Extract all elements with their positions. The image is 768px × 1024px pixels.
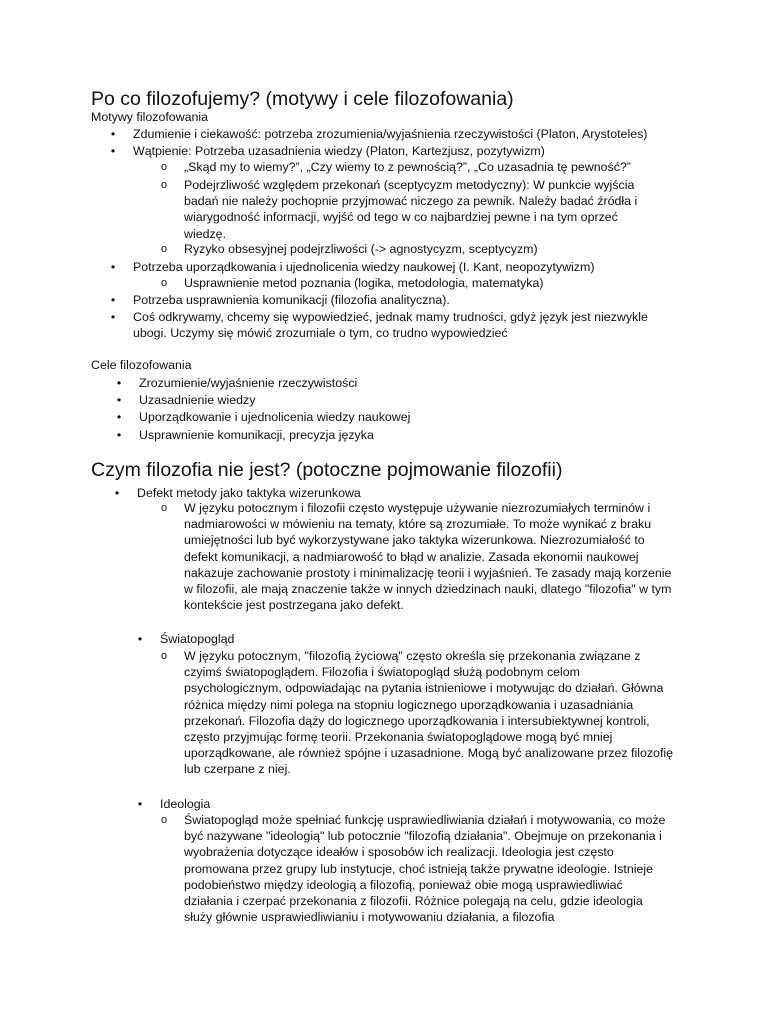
heading-what-philosophy-is-not: Czym filozofia nie jest? (potoczne pojmowanie filozofii) — [91, 459, 563, 481]
document-page: Po co filozofujemy? (motywy i cele filozofowania) Motywy filozofowania • Zdumienie i ciekawość: potrzeba zrozumienia/wyjaśnienia rzeczywistości (Platon, Arystoteles) • Wątpienie: Potrzeba uzasadnienia wiedzy (Platon, Kartezjusz, pozytywizm) o „Skąd my to wiemy?”, „Czy wiemy to z pewnością?”, „Co uzasadnia tę pewność?” o Podejrzliwość względem przekonań (sceptycyzm metodyczny): W punkcie wyjścia badań nie należy pochopnie przyjmować niczego za pewnik. Należy badać źródła i wiarygodność informacji, wyjść od tego w co najbardziej pewne i na tym oprzeć wiedzę. o Ryzyko obsesyjnej podejrzliwości (-> agnostycyzm, sceptycyzm) • Potrzeba uporządkowania i ujednolicenia wiedzy naukowej (I. Kant, neopozytywizm) o Usprawnienie metod poznania (logika, metodologia, matematyka) • Potrzeba usprawnienia komunikacji (filozofia analityczna). • Coś odkrywamy, chcemy się wypowiedzieć, jednak mamy trudności, gdyż język jest niezwykle ubogi. Uczymy się mówić zrozumiale o tym, co trudno wypowiedzieć Cele filozofowania • Zrozumienie/wyjaśnienie rzeczywistości • Uzasadnienie wiedzy • Uporządkowanie i ujednolicenia wiedzy naukowej • Usprawnienie komunikacji, precyzja języka Czym filozofia nie jest? (potoczne pojmowanie filozofii) • Defekt metody jako taktyka wizerunkowa o W języku potocznym i filozofii często występuje używanie niezrozumiałych terminów i nadmiarowości w mówieniu na tematy, które są zrozumiałe. To może wynikać z braku umiejętności lub być wykorzystywane jako taktyka wizerunkowa. Niezrozumiałość to defekt komunikacji, a nadmiarowość to błąd w analizie. Zasada ekonomii naukowej nakazuje zachowanie prostoty i minimalizację teorii i wyjaśnień. Te zasady mają korzenie w filozofii, ale mają znaczenie także w innych dziedzinach nauki, dlatego "filozofia" w tym kontekście jest postrzegana jako defekt. • Światopogląd o W języku potocznym, "filozofią życiową" często określa się przekonania związane z czyimś światopoglądem. Filozofia i światopogląd służą podobnym celom psychologicznym, odpowiadając na pytania istnieniowe i motywując do działań. Główna różnica między nimi polega na stopniu logicznego uporządkowania i uzasadniania przekonań. Filozofia dąży do logicznego uporządkowania i intersubiektywnej kontroli, często przyjmując formę teorii. Przekonania światopoglądowe mogą być mniej uporządkowane, ale również spójne i uzasadnione. Mogą być analizowane przez filozofię lub czerpane z niej. • Ideologia o Światopogląd może spełniać funkcję usprawiedliwiania działań i motywowania, co może być nazywane "ideologią" lub potocznie "filozofią działania". Obejmuje on przekonania i wyobrażenia dotyczące ideałów i sposobów ich realizacji. Ideologia jest często promowana przez grupy lub instytucje, choć istnieją także prywatne ideologie. Istnieje podobieństwo między ideologią a filozofią, ponieważ obie mogą usprawiedliwiać działania i czerpać przekonania z filozofii. Różnice polegają na celu, gdzie ideologia służy głównie usprawiedliwianiu i motywowaniu działania, a filozofia — [91, 88, 674, 925]
circle-bullet-icon: o — [160, 502, 168, 514]
circle-bullet-icon: o — [160, 814, 168, 826]
bullet-icon: • — [116, 428, 122, 442]
bullet-icon: • — [116, 376, 122, 390]
subheading-goals: Cele filozofowania — [91, 358, 192, 372]
circle-bullet-icon: o — [160, 243, 168, 255]
bullet-icon: • — [110, 260, 116, 274]
bullet-icon: • — [116, 410, 122, 424]
circle-bullet-icon: o — [160, 179, 168, 191]
subheading-motives: Motywy filozofowania — [91, 110, 209, 124]
bullet-icon: • — [110, 127, 116, 141]
circle-bullet-icon: o — [160, 161, 168, 173]
bullet-icon: • — [137, 632, 143, 646]
bullet-icon: • — [110, 144, 116, 158]
bullet-icon: • — [110, 310, 116, 324]
circle-bullet-icon: o — [160, 277, 168, 289]
bullet-icon: • — [110, 293, 116, 307]
bullet-icon: • — [137, 797, 143, 811]
bullet-icon: • — [116, 393, 122, 407]
bullet-icon: • — [114, 486, 120, 500]
heading-motives: Po co filozofujemy? (motywy i cele filozofowania) — [91, 88, 514, 110]
circle-bullet-icon: o — [160, 650, 168, 662]
